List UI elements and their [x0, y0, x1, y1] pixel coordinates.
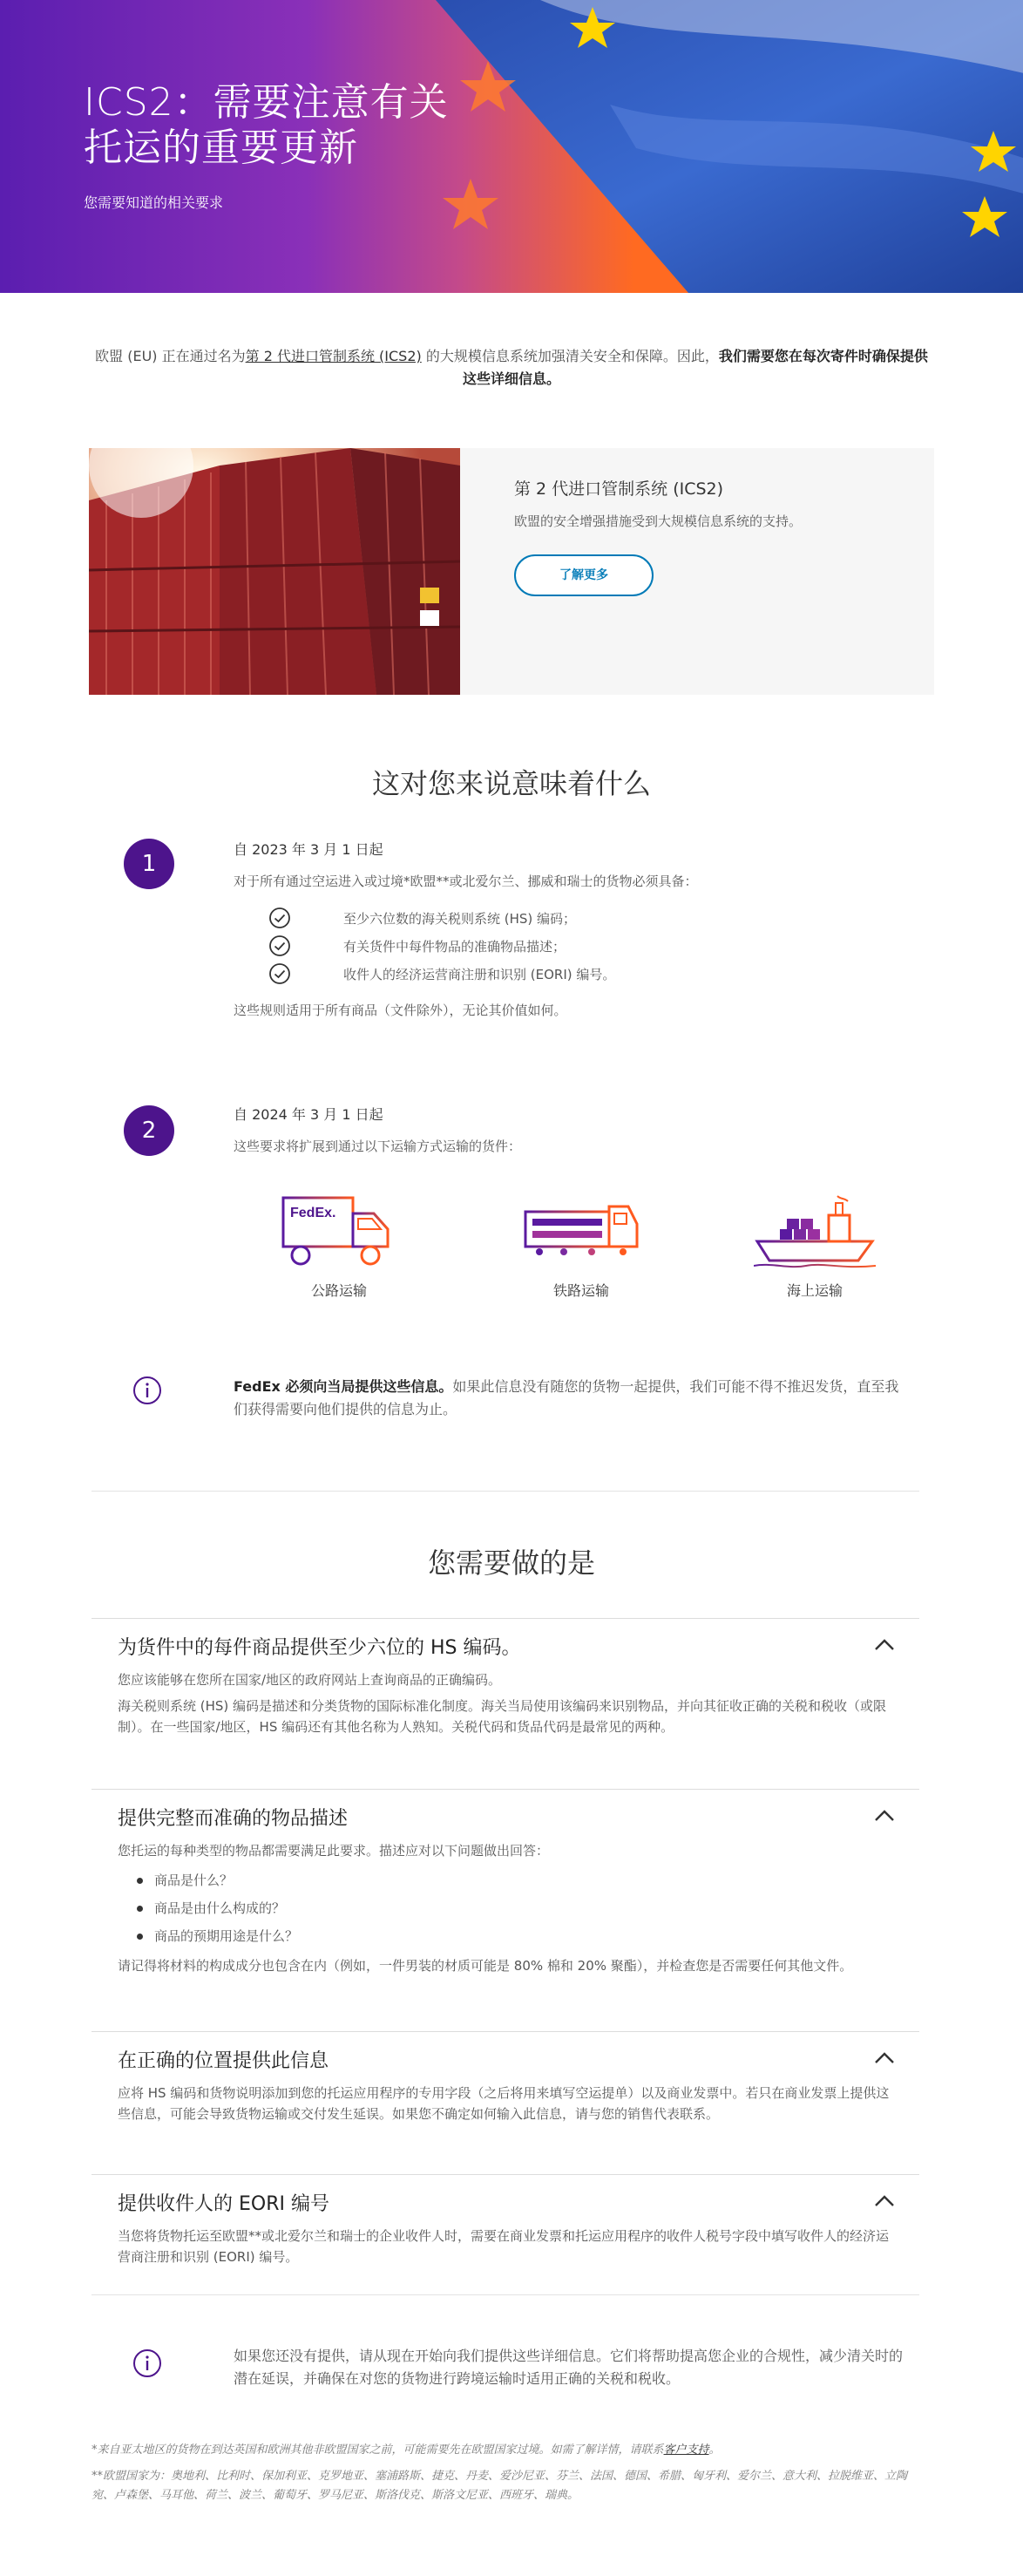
hero-subtitle: 您需要知道的相关要求 [84, 194, 224, 211]
list-item: 商品是由什么构成的？ [118, 1894, 893, 1922]
accordion-title: 提供完整而准确的物品描述 [118, 1808, 349, 1830]
compliance-info-text: 如果您还没有提供，请从现在开始向我们提供这些详细信息。它们将帮助提高您企业的合规性，减少清关时的潜在延误，并确保在对您的货物进行跨境运输时适用正确的关税和税收。 [234, 2348, 904, 2387]
checklist-item-text: 收件人的经济运营商注册和识别 (EORI) 编号。 [343, 966, 616, 982]
truck-icon [280, 1194, 398, 1269]
hero-banner [0, 0, 1023, 293]
step-1-lead: 对于所有通过空运进入或过境*欧盟**或北爱尔兰、挪威和瑞士的货物必须具备： [234, 873, 698, 889]
section-divider [91, 1491, 919, 1492]
step-2-content [234, 1104, 913, 1157]
accordion-title: 在正确的位置提供此信息 [118, 2050, 329, 2072]
intro-text: 欧盟 (EU) 正在通过名为 [95, 348, 246, 364]
accordion-text: 您托运的每种类型的物品都需要满足此要求。描述应对以下问题做出回答： [118, 1843, 550, 1859]
sea-transport-label: 海上运输 [786, 1282, 843, 1299]
hero-title: ICS2：需要注意有关托运的重要更新 [84, 80, 449, 170]
checklist-item-text: 至少六位数的海关税则系统 (HS) 编码； [343, 910, 577, 927]
footnote-1 [91, 2441, 919, 2460]
chevron-up-icon[interactable] [874, 1638, 895, 1652]
footnote-2: **欧盟国家为：奥地利、比利时、保加利亚、克罗地亚、塞浦路斯、捷克、丹麦、爱沙尼亚、芬兰、法国、德国、希腊、匈牙利、爱尔兰、意大利、拉脱维亚、立陶宛、卢森堡、马耳他、荷兰、波兰、葡萄牙、罗马尼亚、斯洛伐克、斯洛文尼亚、西班牙、瑞典。 [91, 2470, 908, 2502]
meaning-section-title: 这对您来说意味着什么 [371, 767, 651, 800]
accordion-header[interactable] [91, 1790, 919, 1840]
intro-text-2: 的大规模信息系统加强清关安全和保障。因此， [421, 348, 719, 364]
question-list [118, 1866, 893, 1950]
accordion-title: 为货件中的每件商品提供至少六位的 HS 编码。 [118, 1637, 521, 1659]
rail-transport-label: 铁路运输 [552, 1282, 609, 1299]
footnotes [91, 2441, 919, 2505]
fedex-info-bold: FedEx 必须向当局提供这些信息。 [234, 1378, 453, 1395]
accordion-text: 请记得将材料的构成成分也包含在内（例如，一件男装的材质可能是 80% 棉和 20% 聚酯），并检查您是否需要任何其他文件。 [118, 1958, 853, 1974]
intro-bold: 我们需要您在每次寄件时确保提供这些详细信息。 [462, 348, 928, 387]
ship-icon [754, 1194, 876, 1269]
shipping-containers-image [89, 448, 460, 695]
accordion-eori [91, 2174, 919, 2267]
fedex-info-text [234, 1376, 904, 1421]
footnote-1-end: 。 [708, 2443, 721, 2457]
accordion-description [91, 1789, 919, 1976]
accordion-header[interactable] [91, 2175, 919, 2226]
train-icon [520, 1194, 642, 1269]
todo-section-title: 您需要做的是 [427, 1546, 595, 1580]
info-icon [132, 2348, 162, 2378]
checklist-item [234, 960, 913, 988]
accordion-header[interactable] [91, 2032, 919, 2083]
accordion-header[interactable] [91, 1619, 919, 1669]
checklist-item [234, 932, 913, 960]
accordion-text: 应将 HS 编码和货物说明添加到您的托运应用程序的专用字段（之后将用来填写空运提单）以及商业发票中。若只在商业发票上提供这些信息，可能会导致货物运输或交付发生延误。如果您不确定如何输入此信息，请与您的销售代表联系。 [118, 2085, 890, 2122]
info-icon [132, 1376, 162, 1405]
accordion-body [91, 2226, 919, 2267]
accordion-title: 提供收件人的 EORI 编号 [118, 2193, 329, 2215]
accordion-body [91, 1840, 919, 1976]
checkmark-circle-icon [268, 935, 291, 957]
list-item: 商品是什么？ [118, 1866, 893, 1894]
chevron-up-icon[interactable] [874, 2051, 895, 2065]
svg-text:FedEx.: FedEx. [290, 1206, 336, 1220]
list-item: 商品的预期用途是什么？ [118, 1922, 893, 1950]
step-2-badge: 2 [124, 1105, 174, 1156]
card-description: 欧盟的安全增强措施受到大规模信息系统的支持。 [514, 513, 803, 529]
chevron-up-icon[interactable] [874, 1809, 895, 1823]
intro-paragraph [93, 345, 930, 391]
road-transport-label: 公路运输 [310, 1282, 367, 1299]
step-1-content [234, 839, 913, 1021]
footnote-1-text: *来自亚太地区的货物在到达英国和欧洲其他非欧盟国家之前，可能需要先在欧盟国家过境。如需了解详情，请联系 [91, 2443, 664, 2457]
customer-support-link[interactable]: 客户支持 [663, 2443, 709, 2457]
step-1-note: 这些规则适用于所有商品（文件除外），无论其价值如何。 [234, 1003, 567, 1018]
accordion-text: 当您将货物托运至欧盟**或北爱尔兰和瑞士的企业收件人时，需要在商业发票和托运应用程序的收件人税号字段中填写收件人的经济运营商注册和识别 (EORI) 编号。 [118, 2228, 890, 2265]
section-divider [91, 2294, 919, 2295]
step-1-date: 自 2023 年 3 月 1 日起 [234, 841, 383, 858]
step-2-date: 自 2024 年 3 月 1 日起 [234, 1106, 383, 1123]
learn-more-button[interactable]: 了解更多 [514, 554, 654, 596]
road-transport [275, 1194, 403, 1300]
chevron-up-icon[interactable] [874, 2194, 895, 2208]
accordion-body [91, 1669, 919, 1737]
step-2-lead: 这些要求将扩展到通过以下运输方式运输的货件： [234, 1138, 522, 1154]
accordion-text: 您应该能够在您所在国家/地区的政府网站上查询商品的正确编码。 [118, 1672, 502, 1688]
card-title: 第 2 代进口管制系统 (ICS2) [514, 479, 724, 499]
fedex-info-body: 如果此信息没有随您的货物一起提供，我们可能不得不推迟发货，直至我们获得需要向他们提供的信息为止。 [234, 1378, 899, 1417]
step-1-badge: 1 [124, 839, 174, 889]
checkmark-circle-icon [268, 907, 291, 929]
sea-transport [751, 1194, 878, 1300]
checklist-item-text: 有关货件中每件物品的准确物品描述； [343, 938, 566, 955]
accordion-text: 海关税则系统 (HS) 编码是描述和分类货物的国际标准化制度。海关当局使用该编码来识别物品，并向其征收正确的关税和税收（或限制）。在一些国家/地区，HS 编码还有其他名称为人熟知。关税代码和货品代码是最常见的两种。 [118, 1698, 887, 1735]
rail-transport [518, 1194, 645, 1300]
step-1-checklist [234, 904, 913, 988]
eu-flag-image [436, 0, 1023, 293]
accordion-location [91, 2031, 919, 2124]
ics2-link[interactable]: 第 2 代进口管制系统 (ICS2) [245, 348, 422, 364]
checklist-item [234, 904, 913, 932]
checkmark-circle-icon [268, 962, 291, 985]
accordion-hs-code [91, 1618, 919, 1737]
accordion-body [91, 2083, 919, 2124]
ics2-info-card [89, 448, 934, 695]
